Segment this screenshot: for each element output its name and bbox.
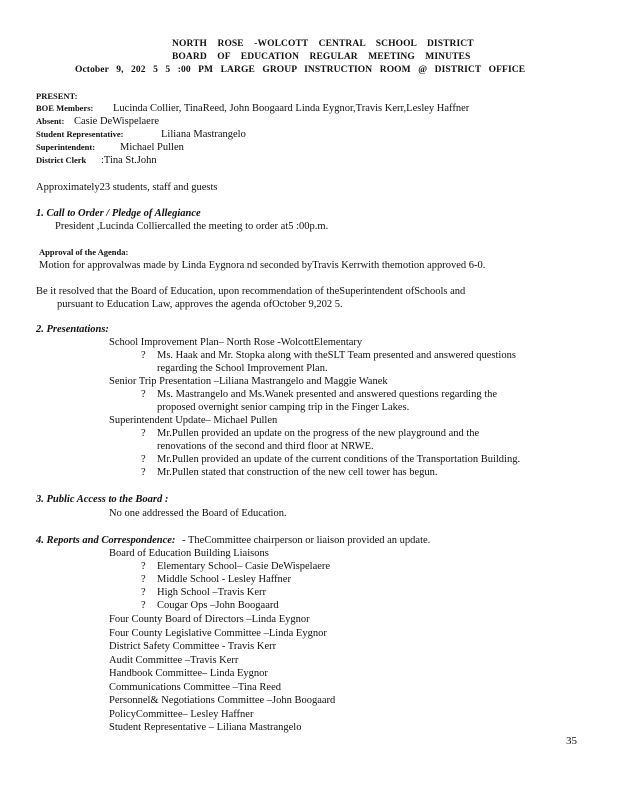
boe-label: BOE Members:	[36, 103, 94, 113]
student-value: Liliana Mastrangelo	[161, 129, 246, 140]
presentation-item: School Improvement Plan– North Rose -WolcottElementary	[109, 337, 363, 348]
student-label: Student Representative:	[36, 129, 124, 139]
absent-value: Casie DeWispelaere	[74, 116, 159, 127]
section-4-title-rest: - TheCommittee chairperson or liaison provided an update.	[182, 535, 431, 546]
approval-heading: Approval of the Agenda:	[39, 247, 129, 257]
resolution-line-1: Be it resolved that the Board of Education, upon recommendation of theSuperintendent ofSchools and	[36, 286, 466, 297]
presentation-detail: Mr.Pullen provided an update of the current conditions of the Transportation Building.	[157, 454, 521, 465]
liaisons-label: Board of Education Building Liaisons	[109, 548, 269, 559]
superintendent-value: Michael Pullen	[120, 142, 184, 153]
absent-label: Absent:	[36, 116, 65, 126]
presentation-detail: Mr.Pullen stated that construction of the new cell tower has begun.	[157, 467, 438, 478]
presentation-detail: proposed overnight senior camping trip in the Finger Lakes.	[157, 402, 410, 413]
page-number: 35	[566, 735, 577, 747]
sub-bullet-icon: ?	[141, 428, 146, 439]
sub-bullet-icon: ?	[141, 350, 146, 361]
sub-bullet-icon: ?	[141, 574, 146, 585]
presentation-detail: Ms. Haak and Mr. Stopka along with theSLT Team presented and answered questions	[157, 350, 516, 361]
present-label: PRESENT:	[36, 91, 78, 101]
committee-item: Audit Committee –Travis Kerr	[109, 654, 239, 666]
liaison-item: Elementary School– Casie DeWispelaere	[157, 561, 331, 572]
committee-item: Four County Board of Directors –Linda Eygnor	[109, 614, 310, 625]
presentation-detail: Mr.Pullen provided an update on the progress of the new playground and the	[157, 428, 480, 439]
clerk-label: District Clerk	[36, 155, 87, 165]
boe-members: Lucinda Collier, TinaReed, John Boogaard Linda Eygnor,Travis Kerr,Lesley Haffner	[113, 103, 470, 114]
sub-bullet-icon: ?	[141, 561, 146, 572]
committee-item: Personnel& Negotiations Committee –John Boogaard	[109, 695, 336, 706]
approval-motion: Motion for approvalwas made by Linda Eygnora nd seconded byTravis Kerrwith themotion approved 6-0.	[39, 260, 486, 271]
header-line-1: NORTH ROSE -WOLCOTT CENTRAL SCHOOL DISTRICT	[172, 39, 474, 49]
presentation-detail: renovations of the second and third floor at NRWE.	[157, 441, 374, 452]
section-2-title: 2. Presentations:	[36, 324, 109, 335]
sub-bullet-icon: ?	[141, 587, 146, 598]
section-3-title: 3. Public Access to the Board :	[36, 494, 169, 505]
section-4-heading	[36, 534, 430, 547]
public-access-item: No one addressed the Board of Education.	[109, 508, 287, 519]
liaison-item: Cougar Ops –John Boogaard	[157, 600, 279, 611]
call-to-order-text: President ,Lucinda Colliercalled the meeting to order at5 :00p.m.	[55, 221, 329, 232]
committee-item: PolicyCommittee– Lesley Haffner	[109, 708, 254, 720]
sub-bullet-icon: ?	[141, 389, 146, 400]
liaison-item: Middle School - Lesley Haffner	[157, 574, 291, 585]
section-4-title: 4. Reports and Correspondence:	[36, 535, 176, 546]
sub-bullet-icon: ?	[141, 467, 146, 478]
presentation-detail: Ms. Mastrangelo and Ms.Wanek presented and answered questions regarding the	[157, 389, 498, 400]
sub-bullet-icon: ?	[141, 454, 146, 465]
superintendent-label: Superintendent:	[36, 142, 96, 152]
header-line-2: BOARD OF EDUCATION REGULAR MEETING MINUTES	[172, 52, 471, 62]
committee-item: Four County Legislative Committee –Linda Eygnor	[109, 627, 327, 639]
resolution-line-2: pursuant to Education Law, approves the agenda ofOctober 9,202 5.	[57, 299, 343, 310]
sub-bullet-icon: ?	[141, 600, 146, 611]
header-line-3: October 9, 202 5 5 :00 PM LARGE GROUP INSTRUCTION ROOM @ DISTRICT OFFICE	[75, 65, 526, 75]
presentation-item: Superintendent Update– Michael Pullen	[109, 415, 278, 426]
presentation-item: Senior Trip Presentation –Liliana Mastrangelo and Maggie Wanek	[109, 376, 388, 387]
committee-item: Student Representative – Liliana Mastrangelo	[109, 722, 302, 733]
section-1-title: 1. Call to Order / Pledge of Allegiance	[36, 208, 201, 219]
clerk-value: :Tina St.John	[101, 155, 157, 166]
committee-item: Communications Committee –Tina Reed	[109, 681, 281, 693]
presentation-detail: regarding the School Improvement Plan.	[157, 363, 328, 374]
committee-item: District Safety Committee - Travis Kerr	[109, 641, 277, 652]
committee-item: Handbook Committee– Linda Eygnor	[109, 668, 268, 679]
guests-line: Approximately23 students, staff and guests	[36, 182, 218, 193]
liaison-item: High School –Travis Kerr	[157, 587, 266, 598]
